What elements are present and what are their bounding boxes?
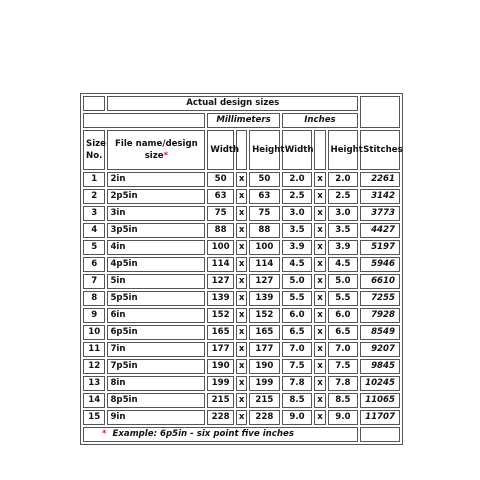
mm-times-separator: x bbox=[236, 274, 247, 289]
stitches-header: Stitches bbox=[360, 130, 400, 170]
mm-width: 152 bbox=[207, 308, 234, 323]
mm-times-separator: x bbox=[236, 393, 247, 408]
size-number: 7 bbox=[83, 274, 105, 289]
table-row bbox=[83, 189, 400, 204]
in-times-separator: x bbox=[314, 393, 325, 408]
mm-height: 139 bbox=[249, 291, 280, 306]
in-width: 6.5 bbox=[282, 325, 313, 340]
mm-width: 75 bbox=[207, 206, 234, 221]
mm-width: 100 bbox=[207, 240, 234, 255]
footnote-row bbox=[83, 427, 400, 442]
size-number: 5 bbox=[83, 240, 105, 255]
mm-height: 114 bbox=[249, 257, 280, 272]
stitch-count: 11707 bbox=[360, 410, 400, 425]
stitch-count: 7255 bbox=[360, 291, 400, 306]
mm-times-separator: x bbox=[236, 172, 247, 187]
stitch-count: 4427 bbox=[360, 223, 400, 238]
mm-height: 228 bbox=[249, 410, 280, 425]
in-height: 3.0 bbox=[328, 206, 359, 221]
stitch-count: 2261 bbox=[360, 172, 400, 187]
mm-height: 177 bbox=[249, 342, 280, 357]
table-row bbox=[83, 359, 400, 374]
mm-width: 228 bbox=[207, 410, 234, 425]
file-name: 4p5in bbox=[107, 257, 205, 272]
in-height-header: Height bbox=[328, 130, 359, 170]
in-times-separator: x bbox=[314, 291, 325, 306]
mm-width: 88 bbox=[207, 223, 234, 238]
in-width: 5.0 bbox=[282, 274, 313, 289]
in-width: 3.9 bbox=[282, 240, 313, 255]
mm-height: 165 bbox=[249, 325, 280, 340]
table-row bbox=[83, 240, 400, 255]
in-times-separator: x bbox=[314, 240, 325, 255]
in-width: 2.0 bbox=[282, 172, 313, 187]
in-times-separator: x bbox=[314, 274, 325, 289]
mm-times-separator: x bbox=[236, 376, 247, 391]
in-height: 3.5 bbox=[328, 223, 359, 238]
mm-width: 139 bbox=[207, 291, 234, 306]
table-row bbox=[83, 325, 400, 340]
mm-width: 190 bbox=[207, 359, 234, 374]
stitch-count: 6610 bbox=[360, 274, 400, 289]
stitch-count: 3773 bbox=[360, 206, 400, 221]
in-height: 7.8 bbox=[328, 376, 359, 391]
in-width: 5.5 bbox=[282, 291, 313, 306]
mm-height: 127 bbox=[249, 274, 280, 289]
in-width-header: Width bbox=[282, 130, 313, 170]
in-times-separator: x bbox=[314, 257, 325, 272]
file-name: 7p5in bbox=[107, 359, 205, 374]
in-height: 7.5 bbox=[328, 359, 359, 374]
size-number: 9 bbox=[83, 308, 105, 323]
in-height: 3.9 bbox=[328, 240, 359, 255]
header-blank-cell-right bbox=[360, 96, 400, 128]
mm-times-separator: x bbox=[236, 189, 247, 204]
in-height: 7.0 bbox=[328, 342, 359, 357]
file-name: 3p5in bbox=[107, 223, 205, 238]
size-number: 4 bbox=[83, 223, 105, 238]
file-name: 8in bbox=[107, 376, 205, 391]
in-times-separator: x bbox=[314, 206, 325, 221]
table-row bbox=[83, 410, 400, 425]
in-times-separator: x bbox=[314, 223, 325, 238]
mm-width: 165 bbox=[207, 325, 234, 340]
file-name: 8p5in bbox=[107, 393, 205, 408]
mm-height: 190 bbox=[249, 359, 280, 374]
stitch-count: 9845 bbox=[360, 359, 400, 374]
footnote-text: Example: 6p5in - six point five inches bbox=[112, 429, 294, 439]
mm-times-separator: x bbox=[236, 291, 247, 306]
mm-times-separator: x bbox=[236, 308, 247, 323]
stitch-count: 9207 bbox=[360, 342, 400, 357]
size-number: 2 bbox=[83, 189, 105, 204]
table-title: Actual design sizes bbox=[107, 96, 358, 111]
size-number: 3 bbox=[83, 206, 105, 221]
table-row bbox=[83, 274, 400, 289]
mm-height: 100 bbox=[249, 240, 280, 255]
in-width: 7.8 bbox=[282, 376, 313, 391]
mm-width: 114 bbox=[207, 257, 234, 272]
mm-height: 75 bbox=[249, 206, 280, 221]
header-title-row bbox=[83, 96, 400, 111]
mm-times-separator: x bbox=[236, 410, 247, 425]
size-number: 15 bbox=[83, 410, 105, 425]
mm-times-separator: x bbox=[236, 223, 247, 238]
mm-width: 215 bbox=[207, 393, 234, 408]
size-number: 8 bbox=[83, 291, 105, 306]
footnote bbox=[83, 427, 358, 442]
in-height: 5.5 bbox=[328, 291, 359, 306]
in-width: 2.5 bbox=[282, 189, 313, 204]
design-sizes-table bbox=[80, 93, 403, 445]
file-name: 7in bbox=[107, 342, 205, 357]
in-times-separator: x bbox=[314, 325, 325, 340]
file-name: 4in bbox=[107, 240, 205, 255]
in-width: 7.5 bbox=[282, 359, 313, 374]
footnote-blank-cell bbox=[360, 427, 400, 442]
design-sizes-table-wrapper bbox=[80, 93, 403, 445]
in-times-separator: x bbox=[314, 410, 325, 425]
required-asterisk: * bbox=[163, 151, 169, 161]
table-row bbox=[83, 376, 400, 391]
mm-times-separator: x bbox=[236, 257, 247, 272]
size-number: 11 bbox=[83, 342, 105, 357]
footnote-asterisk: * bbox=[102, 429, 107, 439]
file-name-header-line1: File name/design bbox=[115, 139, 198, 149]
table-row bbox=[83, 342, 400, 357]
in-times-separator: x bbox=[314, 172, 325, 187]
mm-height: 88 bbox=[249, 223, 280, 238]
in-times-separator: x bbox=[314, 376, 325, 391]
mm-times-separator: x bbox=[236, 206, 247, 221]
size-number: 1 bbox=[83, 172, 105, 187]
in-width: 6.0 bbox=[282, 308, 313, 323]
file-name: 2p5in bbox=[107, 189, 205, 204]
mm-times-separator: x bbox=[236, 342, 247, 357]
in-width: 7.0 bbox=[282, 342, 313, 357]
file-name: 2in bbox=[107, 172, 205, 187]
table-row bbox=[83, 172, 400, 187]
file-name: 9in bbox=[107, 410, 205, 425]
size-number: 12 bbox=[83, 359, 105, 374]
stitch-count: 10245 bbox=[360, 376, 400, 391]
in-height: 5.0 bbox=[328, 274, 359, 289]
in-times-separator: x bbox=[314, 359, 325, 374]
table-row bbox=[83, 223, 400, 238]
in-height: 2.0 bbox=[328, 172, 359, 187]
size-number: 10 bbox=[83, 325, 105, 340]
table-row bbox=[83, 308, 400, 323]
in-width: 3.0 bbox=[282, 206, 313, 221]
in-height: 6.5 bbox=[328, 325, 359, 340]
mm-width: 63 bbox=[207, 189, 234, 204]
file-name-header-line2: size bbox=[144, 151, 164, 161]
mm-height: 199 bbox=[249, 376, 280, 391]
in-height: 9.0 bbox=[328, 410, 359, 425]
in-height: 6.0 bbox=[328, 308, 359, 323]
in-width: 8.5 bbox=[282, 393, 313, 408]
stitch-count: 7928 bbox=[360, 308, 400, 323]
mm-times-separator: x bbox=[236, 325, 247, 340]
in-width: 4.5 bbox=[282, 257, 313, 272]
in-times-separator: x bbox=[314, 308, 325, 323]
size-number: 14 bbox=[83, 393, 105, 408]
in-height: 8.5 bbox=[328, 393, 359, 408]
header-blank-cell bbox=[83, 96, 105, 111]
size-number: 13 bbox=[83, 376, 105, 391]
file-name: 5in bbox=[107, 274, 205, 289]
file-name: 6in bbox=[107, 308, 205, 323]
file-name: 5p5in bbox=[107, 291, 205, 306]
header-blank-cell-left bbox=[83, 113, 205, 128]
size-number: 6 bbox=[83, 257, 105, 272]
stitch-count: 5946 bbox=[360, 257, 400, 272]
in-width: 3.5 bbox=[282, 223, 313, 238]
table-row bbox=[83, 257, 400, 272]
inches-header: Inches bbox=[282, 113, 358, 128]
in-width: 9.0 bbox=[282, 410, 313, 425]
mm-width: 199 bbox=[207, 376, 234, 391]
in-height: 2.5 bbox=[328, 189, 359, 204]
mm-width-header: Width bbox=[207, 130, 234, 170]
mm-times-separator: x bbox=[236, 359, 247, 374]
in-times-separator: x bbox=[314, 189, 325, 204]
mm-width: 127 bbox=[207, 274, 234, 289]
mm-height: 215 bbox=[249, 393, 280, 408]
file-name-header bbox=[107, 130, 205, 170]
file-name: 6p5in bbox=[107, 325, 205, 340]
table-row bbox=[83, 393, 400, 408]
size-no-header-line2: No. bbox=[86, 151, 103, 161]
header-unit-row bbox=[83, 113, 400, 128]
mm-height: 152 bbox=[249, 308, 280, 323]
in-times-separator: x bbox=[314, 342, 325, 357]
file-name: 3in bbox=[107, 206, 205, 221]
mm-width: 50 bbox=[207, 172, 234, 187]
column-header-row bbox=[83, 130, 400, 170]
stitch-count: 5197 bbox=[360, 240, 400, 255]
stitch-count: 3142 bbox=[360, 189, 400, 204]
mm-width: 177 bbox=[207, 342, 234, 357]
stitch-count: 11065 bbox=[360, 393, 400, 408]
table-row bbox=[83, 206, 400, 221]
in-separator-header bbox=[314, 130, 325, 170]
millimeters-header: Millimeters bbox=[207, 113, 279, 128]
size-no-header bbox=[83, 130, 105, 170]
size-no-header-line1: Size bbox=[86, 139, 106, 149]
mm-height: 63 bbox=[249, 189, 280, 204]
table-body bbox=[83, 96, 403, 442]
table-row bbox=[83, 291, 400, 306]
in-height: 4.5 bbox=[328, 257, 359, 272]
stitch-count: 8549 bbox=[360, 325, 400, 340]
mm-height: 50 bbox=[249, 172, 280, 187]
mm-height-header: Height bbox=[249, 130, 280, 170]
mm-times-separator: x bbox=[236, 240, 247, 255]
